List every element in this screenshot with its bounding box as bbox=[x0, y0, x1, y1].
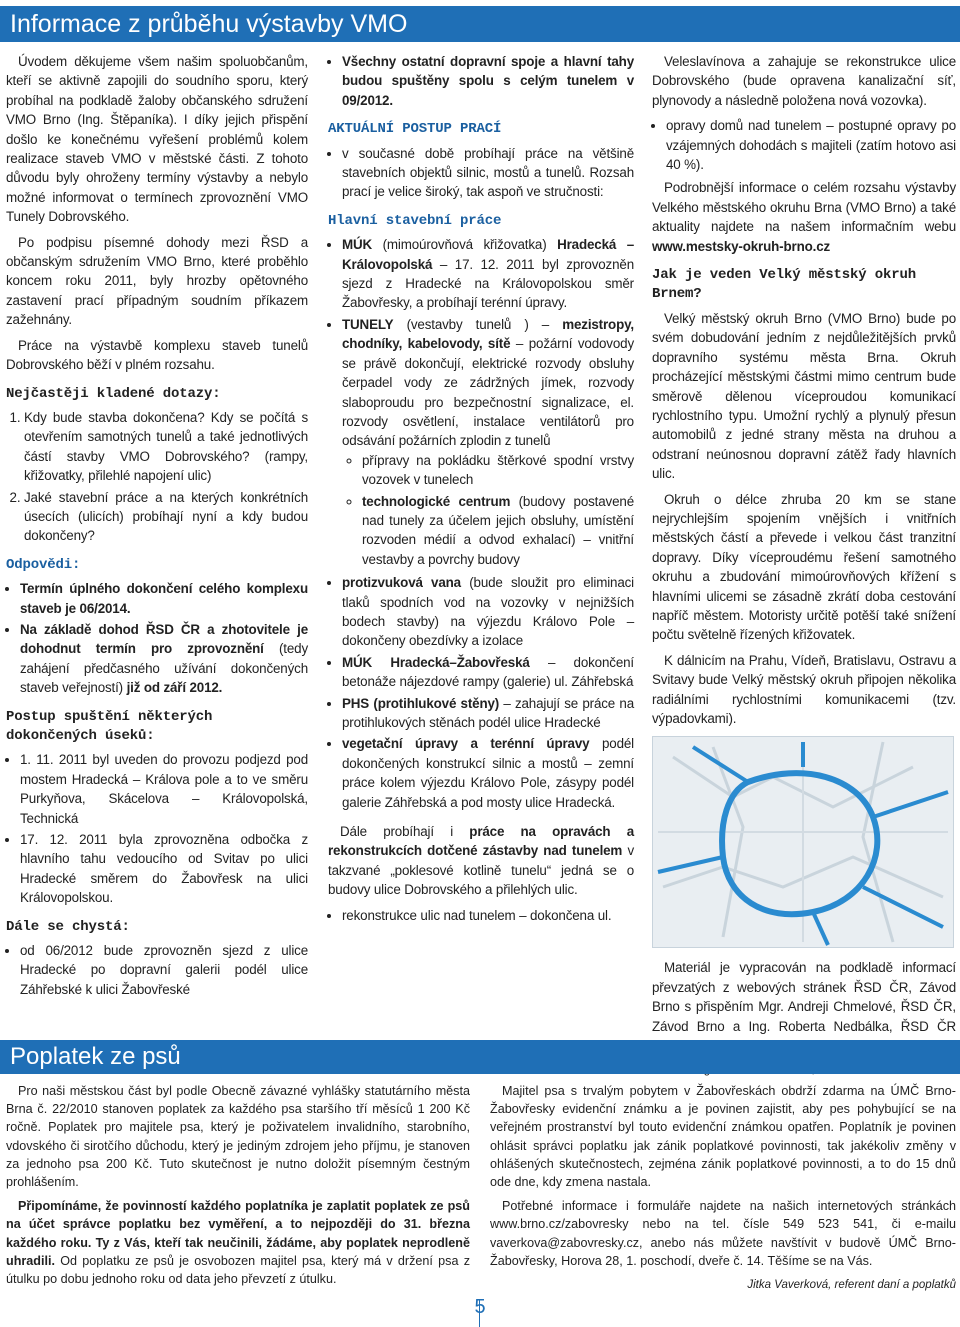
agreement-paragraph: Po podpisu písemné dohody mezi ŘSD a občanským sdružením VMO Brno, které proběhlo koncem roku 2011, byly hrozby opětovného zastavení prací případným soudním příkazem zažehnány. bbox=[6, 234, 308, 328]
list-item bbox=[342, 235, 634, 313]
answer-text: (tedy zahájení předčasného užívání dokončených staveb veřejností) bbox=[20, 641, 308, 696]
list-item bbox=[342, 315, 634, 569]
top-list bbox=[328, 52, 634, 110]
emphasis-text: mezistropy, chodníky, kabelovody, sítě bbox=[342, 316, 634, 352]
sub-list bbox=[342, 451, 634, 569]
reminder-paragraph bbox=[6, 1197, 470, 1288]
ring-road-map bbox=[652, 736, 954, 948]
list-item: • 1. 11. 2011 byl uveden do provozu podjezd pod mostem Hradecká – Králova pole a to ve směru Purkyňova, Skácelova – Královopolská, Technická bbox=[20, 750, 308, 828]
emphasis-text: MÚK bbox=[342, 237, 373, 253]
page-title: Informace z průběhu výstavby VMO bbox=[0, 6, 960, 42]
column-1 bbox=[6, 52, 308, 1003]
dale-list bbox=[6, 941, 308, 999]
intro-paragraph: Úvodem děkujeme všem našim spoluobčanům, kteří se aktivně zapojili do soudního sporu, který probíhal na podkladě žaloby občanského sdružení VMO Brno (Ing. Štěpaníka). I díky jejich přispění došlo ke konečnému vyřešení problémů kolem realizace staveb VMO v městské části. Z tohoto důvodu byly ohroženy termíny výstavby a nebylo možné informovat o termínech zprovoznění VMO Tunely Dobrovského. bbox=[6, 54, 308, 225]
continued-paragraph: Veleslavínova a zahajuje se rekonstrukce ulice Dobrovského (bude opravena kanalizační síť, plynovody a následně položena nová vozovka). bbox=[652, 54, 956, 108]
section-title-poplatek: Poplatek ze psů bbox=[0, 1040, 960, 1074]
faq-heading: Nejčastěji kladené dotazy: bbox=[6, 385, 221, 402]
contact-paragraph: Potřebné informace i formuláře najdete na našich internetových stránkách www.brno.cz/zabovresky nebo na tel. čísle 549 523 541, či e-mailu vaverkova@zabovresky.cz, anebo nás můžete navštívit v budově ÚMČ Brno-Žabovřesky, Horova 28, 1. poschodí, dveře č. 14. Těšíme se na Vás. bbox=[490, 1199, 956, 1268]
emphasis-text: vegetační úpravy a terénní úpravy bbox=[342, 736, 590, 752]
answer-text: již od září 2012. bbox=[126, 680, 223, 696]
emphasis-text: práce na opravách a rekonstrukcích dotčené zástavby nad tunelem bbox=[328, 824, 634, 859]
list-text: (budovy postavené nad tunely za účelem jejich obsluhy, umístění rozvoden médií a odvod exhalací) – vnitřní vestavby a povrchy budovy bbox=[362, 493, 634, 567]
faq-list bbox=[6, 408, 308, 546]
answer-item bbox=[20, 579, 308, 618]
sub-item bbox=[362, 492, 634, 570]
paragraph-text: v takzvané „poklesové kotlině tunelu“ jedná se o budovy ulice Dobrovského a přilehlých ulic. bbox=[328, 843, 634, 898]
emphasis-text: Hradecká – Královopolská bbox=[342, 237, 635, 272]
list-text: Rozsah prací je velice široký, tak aspoň ve stručnosti: bbox=[342, 165, 634, 200]
fee-paragraph: Pro naši městskou část byl podle Obecně závazné vyhlášky statutárního města Brna č. 22/2010 stanoven poplatek za každého psa staršího tří měsíců 1 200 Kč ročně. Poplatek pro majitele psa, který je poživatelem invalidního, starobního, vdovského či sirotčího důchodu, který je jediným zdrojem jeho příjmu, je stanoven za jednoho psa 200 Kč. Tuto skutečnost je nutno doložit písemným čestným prohlášením. bbox=[6, 1084, 470, 1190]
list-text: (mimoúrovňová křižovatka) bbox=[372, 237, 558, 253]
houses-list bbox=[652, 116, 956, 174]
highways-paragraph: K dálnicím na Prahu, Vídeň, Bratislavu, Ostravu a Svitavy bude Velký městský okruh připojen několika radiálními rychlostními komunikacemi (tzv. výpadovkami). bbox=[652, 652, 956, 726]
list-item bbox=[342, 573, 634, 651]
poplatek-column-2 bbox=[490, 1082, 956, 1294]
list-item bbox=[342, 734, 634, 812]
list-item: • rekonstrukce ulic nad tunelem – dokončena ul. bbox=[342, 906, 634, 925]
list-text: – 17. 12. 2011 byl zprovozněn sjezd z Hradecké na Královopolskou směr Žabovřesky, a probíhají terénní úpravy. bbox=[342, 256, 634, 311]
emphasis-text: PHS (protihlukové stěny) bbox=[342, 695, 500, 711]
list-item bbox=[342, 52, 634, 110]
hlavni-heading: Hlavní stavební práce bbox=[328, 212, 502, 229]
answer-item bbox=[20, 620, 308, 698]
answer-text: Na základě dohod ŘSD ČR a zhotovitele je dohodnut termín pro zprovoznění bbox=[20, 621, 308, 657]
emphasis-text: Připomínáme, že povinností každého poplatníka je zaplatit poplatek ze psů na účet správce poplatku bez vyměření, a to nejpozději do 31. března každého roku. Ty z Vás, kteří tak neučinili, žádáme, aby poplatek neprodleně uhradili. bbox=[6, 1199, 470, 1268]
list-text: – dokončení betonáže nájezdové rampy (galerie) ul. Záhřebská bbox=[342, 654, 634, 690]
jak-heading: Jak je veden Velký městský okruh Brnem? bbox=[652, 267, 917, 303]
list-text: v současné době probíhají práce na většině stavebních objektů silnic, mostů a tunelů. bbox=[342, 145, 634, 181]
tag-paragraph: Majitel psa s trvalým pobytem v Žabovřeskách obdrží zdarma na ÚMČ Brno-Žabovřesky evidenční známku a je povinen zajistit, aby pes pohybující se na veřejném prostranství byl touto evidenční známkou opatřen. Poplatník je povinen ohlásit správci poplatku jak zánik poplatkové povinnosti, tak jakékoliv změny v ohlášených skutečnostech, zejména zánik poplatkové povinnosti, a to do 15 dnů ode dne, kdy zmena nastala. bbox=[490, 1084, 956, 1190]
answers-list bbox=[6, 579, 308, 697]
dale-heading: Dále se chystá: bbox=[6, 918, 130, 935]
poplatek-author: Jitka Vaverková, referent daní a poplatků bbox=[747, 1279, 956, 1292]
list-text: – požární vodovody se právě dokončují, elektrické rozvody obsluhy čerpadel vody ze zádržných jímek, rozvody slaboproudu pro bezpečnostní signalizace, el. rozvody osvětlení, instalace ventilátorů pro odsávání požárních zplodin z tunelů bbox=[342, 336, 634, 449]
repairs-paragraph bbox=[328, 822, 634, 900]
page-number: 5 bbox=[474, 1296, 486, 1318]
answers-heading: Odpovědi: bbox=[6, 556, 81, 573]
rek-list bbox=[328, 906, 634, 925]
emphasis-text: TUNELY bbox=[342, 316, 394, 332]
answer-text: Termín úplného dokončení celého komplexu staveb je 06/2014. bbox=[20, 581, 308, 616]
list-item: • 17. 12. 2011 byla zprovozněna odbočka z hlavního tahu vedoucího od Svitav po ulici Hradecké směrem do Žabovřesk na ulici Královopolskou. bbox=[20, 830, 308, 908]
list-text: (vestavby tunelů ) – bbox=[393, 316, 563, 332]
aktualni-list bbox=[328, 144, 634, 202]
list-text: – zahajují se práce na protihlukových stěnách podél ulice Hradecké bbox=[342, 695, 634, 730]
column-3 bbox=[652, 52, 956, 1081]
poplatek-column-1 bbox=[6, 1082, 470, 1294]
sub-item: ◦ přípravy na pokládku štěrkové spodní vrstvy vozovek v tunelech bbox=[362, 451, 634, 490]
emphasis-text: technologické centrum bbox=[362, 493, 511, 509]
list-item: • opravy domů nad tunelem – postupné opravy po vzájemných dohodách s majiteli (zatím hotovo asi 40 %). bbox=[666, 116, 956, 174]
paragraph-text: Podrobnější informace o celém rozsahu výstavby Velkého městského okruhu Brna (VMO Brno) a také aktuality najdete na našem informačním webu bbox=[652, 180, 956, 235]
emphasis-text: protizvuková vana bbox=[342, 575, 461, 591]
list-text: podél dokončených konstrukcí silnic a mostů – zemní práce kolem výjezdu Královo Pole, zásypy podél galerie Záhřebská a pod mosty ulice Hradecká. bbox=[342, 736, 634, 810]
emphasis-text: MÚK Hradecká–Žabovřeská bbox=[342, 654, 530, 670]
progress-paragraph: Práce na výstavbě komplexu staveb tunelů Dobrovského běží v plném rozsahu. bbox=[6, 337, 308, 373]
list-item bbox=[342, 694, 634, 733]
works-list bbox=[328, 235, 634, 812]
postup-heading: Postup spuštění některých dokončených úseků: bbox=[6, 708, 213, 744]
list-item bbox=[342, 144, 634, 202]
map-graphic bbox=[653, 737, 953, 947]
postup-list bbox=[6, 750, 308, 907]
web-link[interactable]: www.mestsky-okruh-brno.cz bbox=[652, 238, 831, 254]
source-paragraph: Materiál je vypracován na podkladě informací převzatých z webových stránek ŘSD ČR, Závod Brno s přispěním Mgr. Andreji Chmelové, ŘSD ČR, Závod Brno a Ing. Roberta Nedbálka, ŘSD ČR bbox=[652, 960, 956, 1034]
faq-item: 2. Jaké stavební práce a na kterých konkrétních úsecích (ulicích) probíhají nyní a kdy budou dokončeny? bbox=[24, 488, 308, 546]
vmo-paragraph: Velký městský okruh Brno (VMO Brno) bude po svém dobudování jedním z nejdůležitějších prvků dopravního systému města Brna. Okruh procházející městskými částmi mimo centrum bude směrově dělenou víceproudou komunikací rychlostního typu. Umožní rychlý a plynulý přesun automobilů z jedné strany města na druhou a odstraní neúnosnou dopravní zátěž řady hlavních ulic. bbox=[652, 310, 956, 482]
column-2 bbox=[328, 52, 634, 929]
list-text: (bude sloužit pro eliminaci tlaků spodních vod na vozovky v nejnižších bodech stavby) na výjezdu Královo Pole – dokončeny obezdívky a izolace bbox=[342, 575, 634, 649]
vmo-length-paragraph: Okruh o délce zhruba 20 km se stane nejrychlejším spojením vnějších i vnitřních městských částí a převede i velkou část tranzitní dopravy. Díky víceproudému řešení samotného okruhu a zbudování mimoúrovňových křížení s hlavními ulicemi se zásadně zkrátí doba cestování napříč městem. Motoristy určitě potěší také snížení počtu světelně řízených křižovatek. bbox=[652, 491, 956, 643]
faq-item: 1. Kdy bude stavba dokončena? Kdy se počítá s otevřením samotných tunelů a také jednotlivých částí stavby VMO Dobrovského? (rampy, křižovatky, přilehlé napojení ulic) bbox=[24, 408, 308, 486]
paragraph-text: Od poplatku ze psů je osvobozen majitel psa, který má v držení psa z útulku po dobu jednoho roku od data jeho převzetí z útulku. bbox=[6, 1253, 470, 1287]
aktualni-heading: AKTUÁLNÍ POSTUP PRACÍ bbox=[328, 121, 502, 138]
emphasis-text: Všechny ostatní dopravní spoje a hlavní tahy budou spuštěny spolu s celým tunelem v 09/2012. bbox=[342, 54, 634, 108]
info-paragraph bbox=[652, 178, 956, 256]
list-item: • od 06/2012 bude zprovozněn sjezd z ulice Hradecké po dopravní galerii podél ulice Záhřebské k ulici Žabovřeské bbox=[20, 941, 308, 999]
list-item bbox=[342, 653, 634, 692]
paragraph-text: Dále probíhají i bbox=[340, 824, 470, 840]
